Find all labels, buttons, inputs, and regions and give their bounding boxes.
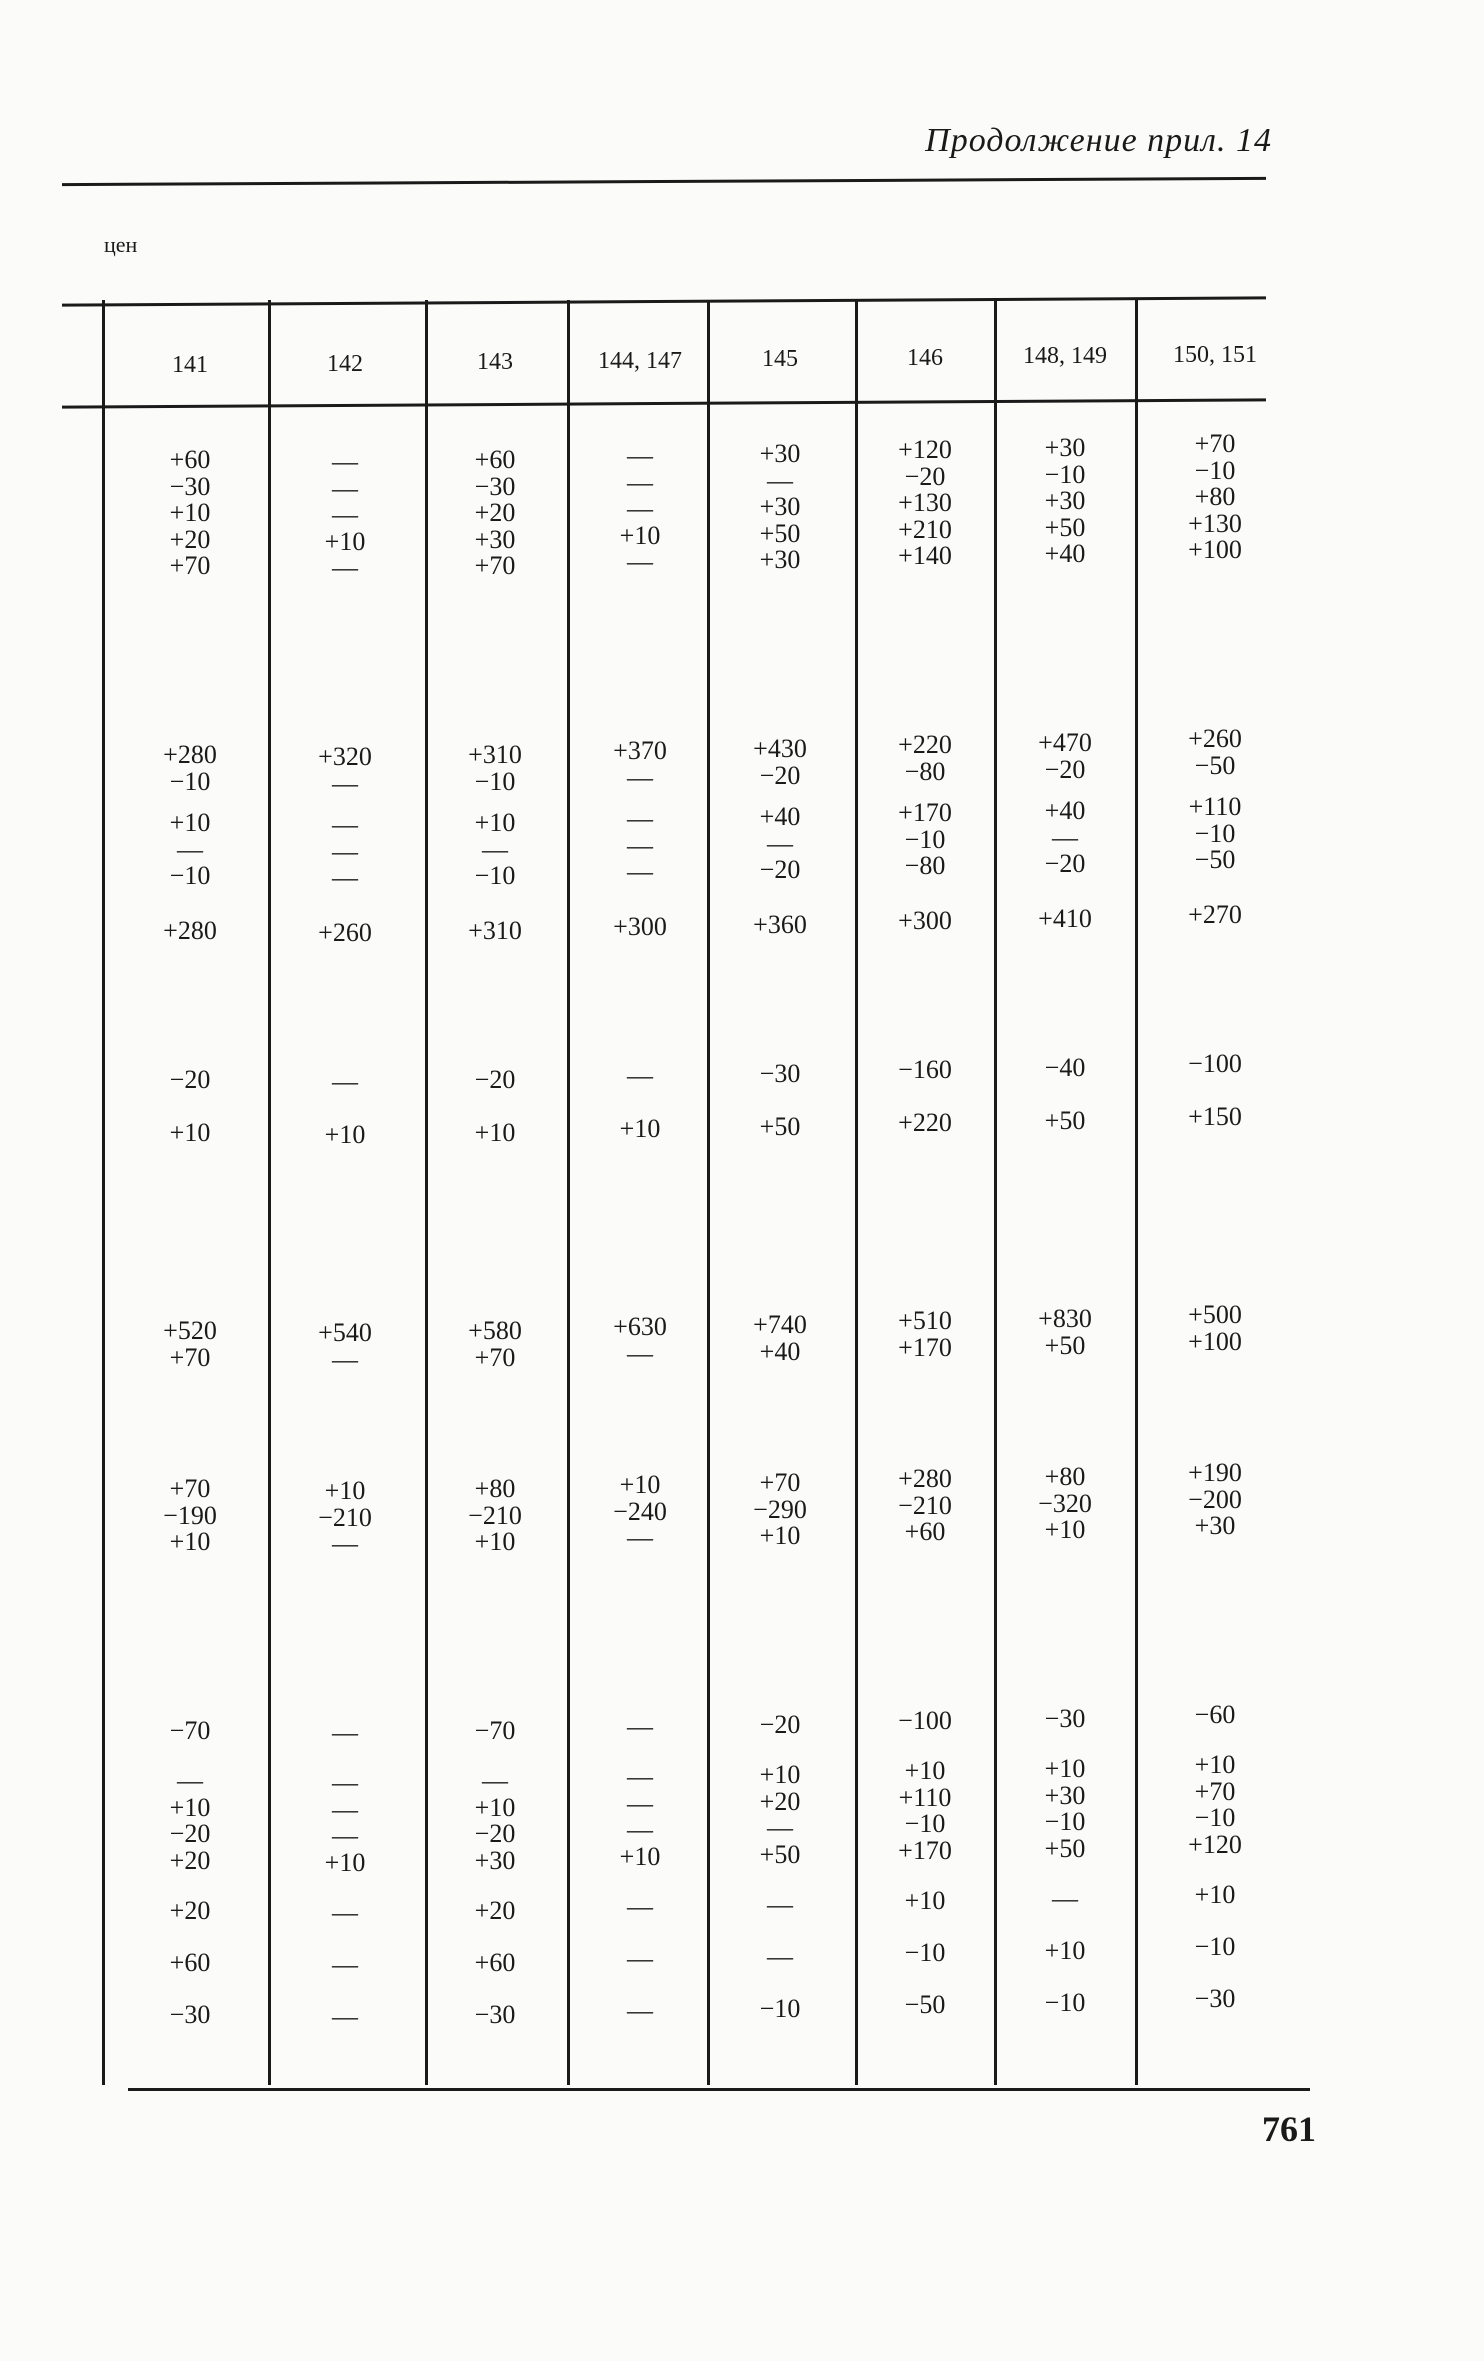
table-cell: +80 −320 +10 [1038, 1462, 1092, 1544]
table-cell: −10 [1194, 1932, 1236, 1961]
table-cell: — [767, 1942, 793, 1971]
column-header: 146 [907, 344, 943, 371]
page-number: 761 [1262, 2109, 1316, 2149]
column-divider [855, 300, 858, 2085]
table-cell: −100 [1188, 1049, 1242, 1078]
table-cell: — [332, 1718, 358, 1747]
table-cell: — — — +10 [619, 1762, 661, 1871]
table-cell: −50 [904, 1990, 946, 2019]
table-cell: +60 −30 +10 +20 +70 [169, 445, 211, 580]
table-cell: +10 — −10 [169, 808, 211, 890]
table-cell: +280 −210 +60 [898, 1464, 952, 1546]
table-cell: +370 — [613, 736, 667, 792]
header-top-rule [62, 296, 1266, 306]
table-cell: −20 [759, 1710, 801, 1739]
table-cell: +630 — [613, 1312, 667, 1368]
table-cell: +30 — +30 +50 +30 [759, 439, 801, 574]
bottom-rule [128, 2088, 1310, 2091]
column-header: 150, 151 [1173, 341, 1257, 368]
table-cell: +270 [1188, 900, 1242, 929]
table-cell: +220 [898, 1108, 952, 1137]
table-cell: — [332, 1067, 358, 1096]
table-cell: +10 [474, 1118, 516, 1147]
table-cell: — [332, 1898, 358, 1927]
table-cell: +10 +30 −10 +50 [1044, 1754, 1086, 1863]
table-cell: — — — +10 — [324, 447, 366, 582]
table-cell: −20 [169, 1065, 211, 1094]
table-cell: +300 [613, 912, 667, 941]
table-cell: — [627, 1892, 653, 1921]
table-cell: −20 [474, 1065, 516, 1094]
table-cell: +60 [169, 1948, 211, 1977]
column-divider [268, 300, 271, 2085]
table-cell: −10 [1044, 1988, 1086, 2017]
table-cell: +310 [468, 916, 522, 945]
table-cell: +280 [163, 916, 217, 945]
table-cell: — [627, 1712, 653, 1741]
column-divider [567, 300, 570, 2085]
table-cell: — — — +10 — [619, 441, 661, 576]
table-cell: +60 [474, 1948, 516, 1977]
table-cell: +80 −210 +10 [468, 1474, 522, 1556]
table-cell: +60 −30 +20 +30 +70 [474, 445, 516, 580]
table-cell: — — — +10 [324, 1768, 366, 1877]
table-cell: — — — [332, 810, 358, 892]
table-cell: +10 [169, 1118, 211, 1147]
table-cell: +360 [753, 910, 807, 939]
table-cell: +220 −80 [898, 730, 952, 786]
top-rule [62, 177, 1266, 186]
table-cell: +10 [1194, 1880, 1236, 1909]
table-cell: — — — [627, 804, 653, 886]
table-cell: +510 +170 [898, 1306, 952, 1362]
table-cell: +10 [1044, 1936, 1086, 1965]
table-cell: +580 +70 [468, 1316, 522, 1372]
table-cell: +830 +50 [1038, 1304, 1092, 1360]
table-cell: — +10 −20 +20 [169, 1766, 211, 1875]
table-cell: +40 — −20 [759, 802, 801, 884]
column-header: 143 [477, 349, 513, 375]
table-cell: −30 [1044, 1704, 1086, 1733]
table-cell: −30 [759, 1059, 801, 1088]
column-divider [1135, 300, 1138, 2085]
table-cell: +70 −190 +10 [163, 1474, 217, 1556]
column-divider [425, 300, 428, 2085]
column-divider [994, 300, 997, 2085]
table-cell: −10 [759, 1994, 801, 2023]
column-divider [707, 300, 710, 2085]
table-cell: +520 +70 [163, 1316, 217, 1372]
table-cell: −160 [898, 1055, 952, 1084]
column-header: 148, 149 [1023, 343, 1107, 369]
table-cell: −30 [1194, 1984, 1236, 2013]
table-cell: +40 — −20 [1044, 796, 1086, 878]
table-cell: +10 −240 — [613, 1470, 667, 1552]
column-caption: цен [104, 232, 138, 257]
table-cell: +20 [169, 1896, 211, 1925]
table-cell: +470 −20 [1038, 728, 1092, 784]
table-cell: +170 −10 −80 [898, 798, 952, 880]
table-cell: +540 — [318, 1318, 372, 1374]
table-cell: — [1052, 1884, 1078, 1913]
table-cell: +260 −50 [1188, 724, 1242, 780]
table-cell: +740 +40 [753, 1310, 807, 1366]
table-cell: +430 −20 [753, 734, 807, 790]
table-cell: −10 [904, 1938, 946, 1967]
column-header: 145 [762, 346, 798, 372]
column-header: 141 [172, 352, 208, 378]
table-cell: — [627, 1996, 653, 2025]
table-cell: +30 −10 +30 +50 +40 [1044, 433, 1086, 568]
table-cell: +260 [318, 918, 372, 947]
running-head: Продолжение прил. 14 [925, 122, 1272, 159]
table-cell: +300 [898, 906, 952, 935]
table-cell: +50 [759, 1112, 801, 1141]
table-cell: −30 [169, 2000, 211, 2029]
table-cell: +500 +100 [1188, 1300, 1242, 1356]
table-cell: +10 — −10 [474, 808, 516, 890]
table-cell: −30 [474, 2000, 516, 2029]
table-cell: — [627, 1061, 653, 1090]
table-cell: +70 −10 +80 +130 +100 [1188, 429, 1242, 564]
header-bottom-rule [62, 398, 1266, 408]
table-cell: +10 +70 −10 +120 [1188, 1750, 1242, 1859]
table-cell: +150 [1188, 1102, 1242, 1131]
table-cell: — +10 −20 +30 [474, 1766, 516, 1875]
table-cell: +280 −10 [163, 740, 217, 796]
table-cell: −40 [1044, 1053, 1086, 1082]
table-cell: +320 — [318, 742, 372, 798]
table-cell: −60 [1194, 1700, 1236, 1729]
table-cell: +120 −20 +130 +210 +140 [898, 435, 952, 570]
table-cell: +10 [619, 1114, 661, 1143]
table-cell: +10 [324, 1120, 366, 1149]
table-cell: +10 [904, 1886, 946, 1915]
table-cell: +20 [474, 1896, 516, 1925]
table-cell: — [627, 1944, 653, 1973]
column-divider [102, 300, 105, 2085]
table-cell: −70 [169, 1716, 211, 1745]
table-cell: +410 [1038, 904, 1092, 933]
table-cell: +50 [1044, 1106, 1086, 1135]
column-header: 142 [327, 350, 363, 377]
table-cell: +10 +20 — +50 [759, 1760, 801, 1869]
table-cell: — [332, 2002, 358, 2031]
table-cell: — [332, 1950, 358, 1979]
table-cell: +70 −290 +10 [753, 1468, 807, 1550]
table-cell: +10 +110 −10 +170 [898, 1756, 952, 1865]
table-cell: −70 [474, 1716, 516, 1745]
table-cell: +190 −200 +30 [1188, 1458, 1242, 1540]
column-header: 144, 147 [598, 347, 682, 374]
table-cell: — [767, 1890, 793, 1919]
table-cell: −100 [898, 1706, 952, 1735]
table-cell: +310 −10 [468, 740, 522, 796]
table-cell: +110 −10 −50 [1188, 792, 1242, 874]
table-cell: +10 −210 — [318, 1476, 372, 1558]
